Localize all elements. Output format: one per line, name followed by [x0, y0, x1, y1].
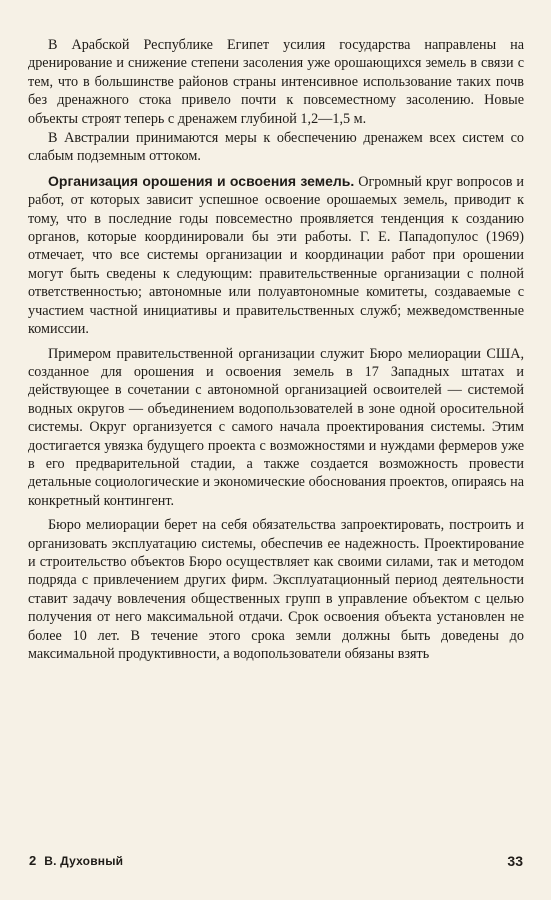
printer-signature [29, 853, 123, 868]
signature-number: 2 [29, 853, 37, 868]
paragraph-organization-text: Огромный круг вопросов и работ, от которых зависит успешное освоение орошаемых земель, приводит к тому, что в последние годы повсеместно проявляется тенденция к созданию органов, которые координировали бы эти работы. Г. Е. Пападопулос (1969) отмечает, что все системы организации и координации работ при орошении могут быть сведены к следующим: правительственные организации с полной ответственностью; автономные или полуавтономные комитеты, создаваемые с участием частной инициативы и правительственных служб; межведомственные комиссии. [28, 173, 524, 338]
paragraph-bureau-obligations [28, 516, 524, 663]
paragraph-organization [28, 172, 524, 339]
paragraph-australia-text: В Австралии принимаются меры к обеспечению дренажем всех систем со слабым подземным оттоком. [28, 130, 524, 165]
paragraph-egypt-text: В Арабской Республике Египет усилия государства направлены на дренирование и снижение степени засоления уже орошающихся земель в связи с тем, что в большинстве районов страны интенсивное использование таких почв без дренажного стока привело почти к повсеместному засолению. Новые объекты строят теперь с дренажем глубиной 1,2—1,5 м. [28, 37, 524, 127]
page-footer [29, 853, 523, 875]
paragraph-usa-bureau [28, 345, 524, 511]
section-heading: Организация орошения и освоения земель. [48, 172, 355, 189]
page-number: 33 [507, 853, 523, 869]
paragraph-usa-bureau-text: Примером правительственной организации служит Бюро мелиорации США, созданное для орошения и освоения земель в 17 Западных штатах и действующее в сочетании с автономной организацией освоителей — системой водных округов — объединением водопользователей в зоне одной оросительной системы. Округ организуется с самого начала проектирования системы. Этим достигается увязка будущего проекта с возможностями и нуждами фермеров уже в его предварительной стадии, а также создается возможность провести детальные социологические и экономические обоснования проектов, опираясь на конкретный контингент. [28, 345, 524, 509]
paragraph-australia [28, 129, 524, 166]
signature-author: В. Духовный [44, 854, 124, 868]
paragraph-egypt [28, 36, 524, 128]
page-body [28, 36, 524, 864]
paragraph-bureau-obligations-text: Бюро мелиорации берет на себя обязательства запроектировать, построить и организовать эксплуатацию системы, обеспечив ее надежность. Проектирование и строительство объектов Бюро осуществляет как своими силами, так и методом подряда с привлечением других фирм. Эксплуатационный период деятельности ставит задачу вовлечения общественных групп в управление объектом с целью получения от него максимальной отдачи. Срок освоения объекта установлен не более 10 лет. В течение этого срока земли должны быть доведены до максимальной продуктивности, а водопользователи обязаны взять [28, 517, 524, 662]
